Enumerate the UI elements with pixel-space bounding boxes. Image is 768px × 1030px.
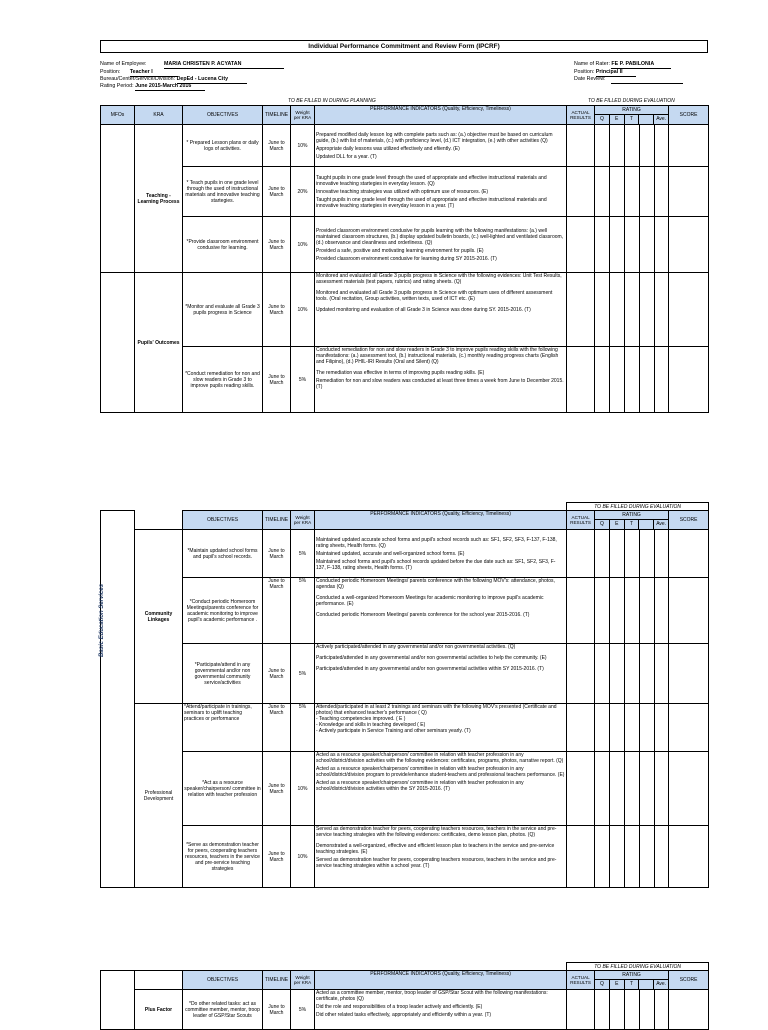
section-label: Basic Education Services [99, 583, 105, 657]
table-row [101, 167, 709, 217]
objective-cell: *Attend/participate in trainings, seminars to uplift teaching practices or performance [183, 704, 263, 752]
evaluation-band: TO BE FILLED DURING EVALUATION [588, 98, 675, 104]
timeliness-indicator: Remediation for non and slow readers was conducted at least three times a week from June to December 2015. (T) [316, 378, 564, 390]
efficiency-indicator: Participated/attended in any governmental and/or non governmental activities to help the community. (E) [316, 655, 547, 661]
objective-cell: *Act as a resource speaker/chairperson/ committee in relation with teacher profession [183, 752, 263, 826]
weight-cell: 10% [291, 752, 315, 826]
quality-indicator: Actively participated/attended in any governmental and/or non governmental activities. (Q) [316, 644, 516, 650]
weight-cell: 10% [291, 125, 315, 167]
weight-header: Weight per KRA [291, 511, 315, 530]
weight-header: Weight per KRA [291, 971, 315, 990]
table-row [101, 273, 709, 347]
timeline-header: TIMELINE [263, 971, 291, 990]
indicators-header: PERFORMANCE INDICATORS (Quality, Efficiency, Timeliness) [315, 511, 567, 530]
actual-header: ACTUAL RESULTS [567, 971, 595, 990]
employee-info [100, 53, 708, 105]
form-title: Individual Performance Commitment and Review Form (IPCRF) [100, 40, 708, 53]
rating-header [595, 106, 669, 125]
table-row [101, 704, 709, 752]
kra-cell: Plus Factor [135, 990, 183, 1030]
weight-cell: 5% [291, 530, 315, 578]
bureau-row [100, 76, 247, 83]
employee-label: Name of Employee: [100, 61, 147, 67]
objectives-header: OBJECTIVES [183, 511, 263, 530]
indicators-header: PERFORMANCE INDICATORS (Quality, Efficiency, Timeliness) [315, 106, 567, 125]
weight-cell: 10% [291, 826, 315, 888]
weight-cell: 20% [291, 167, 315, 217]
efficiency-indicator: Innovative teaching strategies was utilized with optimum use of resources. (E) [316, 188, 489, 195]
rating-label: RATING [595, 511, 668, 520]
kra-cell: Teaching -Learning Process [135, 125, 183, 273]
e-header: E [610, 115, 625, 124]
table-row [101, 826, 709, 888]
table-row [101, 752, 709, 826]
ipcrf-table-1 [100, 105, 709, 413]
table-row [101, 347, 709, 413]
indicator-cell [315, 273, 567, 347]
ave-header: Ave. [656, 981, 667, 987]
indicator-cell [315, 125, 567, 167]
actual-header: ACTUAL RESULTS [567, 511, 595, 530]
rater-name: FE P. PABILONIA [611, 61, 671, 69]
header-row [101, 971, 709, 990]
efficiency-indicator: Monitored and evaluated all Grade 3 pupils progress in Science with optimum uses of different assessment tools. (Oral recitation, Group activities, written texts, used of ICT etc. (E) [316, 290, 553, 302]
objective-cell: *Serve as demonstration teacher for peers, cooperating teachers resources, teachers in the service and pre-service teaching strategies [183, 826, 263, 888]
ave-header: Ave. [656, 116, 667, 122]
score-header: SCORE [669, 106, 709, 125]
rating-subheaders [595, 980, 668, 989]
table-row [101, 644, 709, 704]
indicator-cell [315, 167, 567, 217]
rater-position-label: Position: [574, 69, 595, 75]
evaluation-band: TO BE FILLED DURING EVALUATION [567, 963, 709, 971]
position-row [100, 69, 178, 76]
score-header: SCORE [669, 971, 709, 990]
indicator-cell [315, 644, 567, 704]
bureau-value: DepEd - Lucena City [177, 76, 247, 84]
indicator-cell [315, 530, 567, 578]
timeliness-indicator: Updated monitoring and evaluation of all Grade 3 in Science was done during SY. 2015-2016. (T) [316, 307, 531, 313]
quality-indicator: Acted as a committee member, mentor, troop leader of GSP/Star Scout with the following manifestations: certificate, photos (Q) [316, 990, 548, 1002]
planning-band: TO BE FILLED IN DURING PLANNING [288, 98, 376, 104]
indicator-cell [315, 217, 567, 273]
mfo-cell [101, 511, 135, 888]
timeline-cell: June to March [263, 752, 291, 826]
kra-cell: Pupils' Outcomes [135, 273, 183, 413]
rating-subheaders [595, 115, 668, 124]
weight-cell: 5% [291, 990, 315, 1030]
efficiency-indicator: - Knowledge and skills in teaching developed ( E) [316, 722, 426, 728]
q-header: Q [595, 980, 610, 989]
period-row [100, 83, 205, 90]
timeline-cell: June to March [263, 273, 291, 347]
weight-cell: 10% [291, 273, 315, 347]
timeliness-indicator: Provided classroom environment condusive for learning during SY 2015-2016. (T) [316, 255, 497, 262]
rater-position-row [574, 69, 636, 76]
efficiency-indicator: Did the role and responsibilities of a troop leader actively and efficiently. (E) [316, 1004, 483, 1010]
mfo-cell [101, 125, 135, 273]
timeliness-indicator: - Actively participate in Service Training and other seminars yearly. (T) [316, 728, 471, 734]
objective-cell: *Conduct periodic Homeroom Meetings/parents conference for academic monitoring to improve pupil's academic performance . [183, 578, 263, 644]
weight-header: Weight per KRA [291, 106, 315, 125]
header-row [101, 511, 709, 530]
timeline-cell: June to March [263, 704, 291, 752]
weight-cell: 5% [291, 578, 315, 644]
score-header: SCORE [669, 511, 709, 530]
rating-label: RATING [595, 971, 668, 980]
quality-indicator: Conducted remediation for non and slow readers in Grade 3 to improve pupils reading skills with the following manifestations: (a.) assessment tool, (b.) instructional materials, (c.) monthly reading progress charts (English and Filipino), (d.) PHIL-IRI Results (Oral and Silent) (Q) [316, 347, 559, 365]
objective-cell: * Prepared Lesson plans or daily logs of activities. [183, 125, 263, 167]
timeliness-indicator: Updated DLL for a year. (T) [316, 153, 377, 160]
mfo-cell [101, 273, 135, 413]
rater-position-value: Principal II [596, 69, 636, 77]
timeline-cell: June to March [263, 217, 291, 273]
timeline-cell: June to March [263, 990, 291, 1030]
timeline-cell: June to March [263, 167, 291, 217]
kra-cell: Community Linkages [135, 530, 183, 704]
indicator-cell [315, 826, 567, 888]
objective-cell: *Participate/attend in any governmental and/or non governmental community service/activities [183, 644, 263, 704]
quality-indicator: Conducted periodic Homeroom Meetings/ parents conference with the following MOV's: attendance, photos, agendas (Q) [316, 578, 555, 590]
indicator-cell [315, 578, 567, 644]
t-header: T [625, 115, 640, 124]
rating-label: RATING [595, 106, 668, 115]
timeline-cell: June to March [263, 644, 291, 704]
indicator-cell [315, 347, 567, 413]
table-row [101, 578, 709, 644]
efficiency-indicator: - Teaching competencies improved. ( E ) [316, 716, 406, 722]
bureau-label: Bureau/Center/Service/Division: [100, 76, 176, 82]
timeliness-indicator: Taught pupils in one grade level through the used of appropriate and effective instructional materials and innovative teaching startegies in everyday lesson in a year. (T) [316, 196, 547, 209]
ipcrf-page-2 [100, 502, 708, 888]
ipcrf-table-3 [100, 962, 709, 1030]
timeliness-indicator: Served as demonstration teacher for peers, cooperating teachers resources, teachers in the service and pre-service teaching strategies within a school year. (T) [316, 857, 557, 869]
date-review-value [611, 76, 683, 84]
table-row [101, 125, 709, 167]
employee-row [100, 61, 284, 68]
timeline-cell: June to March [263, 125, 291, 167]
ipcrf-page-1 [100, 40, 708, 413]
timeline-header: TIMELINE [263, 106, 291, 125]
objective-cell: * Teach pupils in one grade level through the used of instructional materials and innovative teaching startegies. [183, 167, 263, 217]
timeline-header: TIMELINE [263, 511, 291, 530]
efficiency-indicator: Appropriate daily lessons was utilized effectively and efiiently. (E) [316, 145, 460, 152]
mfo-cell [101, 971, 135, 1030]
weight-cell: 5% [291, 704, 315, 752]
objective-cell: *Do other related tasks: act as committee member, mentor, troop leader of GSP/Star Scouts [183, 990, 263, 1030]
period-value: June 2015-March 2016 [135, 83, 205, 91]
efficiency-indicator: Demonstrated a well-organized, effective and efficient lesson plan to teachers in the service and pre-service teaching strategies. (E) [316, 843, 555, 855]
ave-header: Ave. [656, 521, 667, 527]
quality-indicator: Provided classroom environment condusive for pupils learning with the following manifestations: (a.) well maintained classroom structures, (b.) display updated bulletin boards, (c.) well-lighted and ventilated classroom, (d.) observance and cleanliness and orderliness. (Q) [316, 227, 564, 246]
date-review-row [574, 76, 683, 83]
objective-cell: *Conduct remediation for non and slow readers in Grade 3 to improve pupils reading skills. [183, 347, 263, 413]
timeliness-indicator: Did other related tasks effectively, appropriately and efficiently within a year. (T) [316, 1012, 492, 1018]
evaluation-band: TO BE FILLED DURING EVALUATION [567, 503, 709, 511]
kra-header: KRA [135, 106, 183, 125]
efficiency-indicator: Maintained updated, accurate and well-organized school forms. (E) [316, 550, 465, 557]
q-header: Q [595, 520, 610, 529]
kra-cell: Professional Development [135, 704, 183, 888]
rating-header [595, 971, 669, 990]
t-header: T [625, 980, 640, 989]
efficiency-indicator: Acted as a resource speaker/chairperson/ committee in relation with teacher profession in any school/district/division program to provide/enhance student-teachers and professional teachers performance. (E) [316, 766, 565, 778]
position-value: Teacher I [130, 69, 178, 77]
ipcrf-table-2 [100, 502, 709, 888]
rater-row [574, 61, 671, 68]
weight-cell: 5% [291, 347, 315, 413]
table-row [101, 217, 709, 273]
quality-indicator: Maintained updated accurate school forms and pupil's school records such as: SF1, SF2, SF3, F-137, F-138, rating sheets, Health forms. (Q) [316, 536, 557, 549]
timeline-cell: June to March [263, 347, 291, 413]
rating-header [595, 511, 669, 530]
ipcrf-page-3 [100, 962, 708, 1030]
rating-subheaders [595, 520, 668, 529]
timeline-cell: June to March [263, 530, 291, 578]
objective-cell: *Maintain updated school forms and pupil's school records. [183, 530, 263, 578]
efficiency-indicator: Conducted a well-organized Homeroom Meetings for academic monitoring to improve pupil's academic performance. (E) [316, 595, 544, 607]
quality-indicator: Acted as a resource speaker/chairperson/ committee in relation with teacher profession in any school/district/division activities with the following evidences: certificates, programs, photos, narrative report. (Q) [316, 752, 564, 764]
weight-cell: 5% [291, 644, 315, 704]
quality-indicator: Taught pupils in one grade level through the used of appropriate and effective instructional materials and innovative teaching startegies in everyday lesson. (Q) [316, 174, 547, 187]
q-header: Q [595, 115, 610, 124]
timeliness-indicator: Acted as a resource speaker/chairperson/ committee in relation with teacher profession in any school/district/division activities within the SY 2015-2016. (T) [316, 780, 524, 792]
objective-cell: *Provide classroom environment condusive for learning. [183, 217, 263, 273]
mfos-header: MFOs [101, 106, 135, 125]
timeliness-indicator: Maintained school forms and pupil's school records updated before the due date such as: SF1, SF2, SF3, F-137, F-138, rating sheets, Health forms. (T) [316, 558, 556, 571]
e-header: E [610, 520, 625, 529]
evaluation-band-row [101, 503, 709, 511]
quality-indicator: Served as demonstration teacher for peers, cooperating teachers resources, teachers in the service and pre-service teaching strategies with the following evidences: certificates, demo lesson plan, photos. (Q) [316, 826, 557, 838]
weight-cell: 10% [291, 217, 315, 273]
table-row [101, 530, 709, 578]
timeline-cell: June to March [263, 578, 291, 644]
e-header: E [610, 980, 625, 989]
timeliness-indicator: Participated/attended in any governmental and/or non governmental activities within SY 2015-2016. (T) [316, 666, 544, 672]
quality-indicator: Monitored and evaluated all Grade 3 pupils progress in Science with the following evidences: Unit Test Results, assessment materials (test papers, rubrics) and rating sheets. (Q) [316, 273, 562, 285]
efficiency-indicator: The remediation was effective in terms of improving pupils reading skills. (E) [316, 370, 485, 376]
objective-cell: *Monitor and evaluate all Grade 3 pupils progress in Science [183, 273, 263, 347]
indicator-cell [315, 704, 567, 752]
objectives-header: OBJECTIVES [183, 971, 263, 990]
header-row [101, 106, 709, 125]
actual-header: ACTUAL RESULTS [567, 106, 595, 125]
evaluation-band-row [101, 963, 709, 971]
timeline-cell: June to March [263, 826, 291, 888]
quality-indicator: Attended/participated in at least 2 trainings and seminars with the following MOV's presented (Certificate and photos) that enhanced teacher's performance ( Q) [316, 704, 557, 716]
date-review-label: Date Review: [574, 76, 606, 82]
employee-name: MARIA CHRISTEN P. ACYATAN [164, 61, 284, 69]
indicator-cell [315, 752, 567, 826]
period-label: Rating Period: [100, 83, 134, 89]
rater-label: Name of Rater: [574, 61, 610, 67]
position-label: Position: [100, 69, 121, 75]
indicators-header: PERFORMANCE INDICATORS (Quality, Efficiency, Timeliness) [315, 971, 567, 990]
quality-indicator: Prepared modified daily lesson log with complete parts such as: (a.) objective must be based on curriculum guide, (b.) with list of materials, (c.) with proficiency level, (d.) ICT integration, (e.) with other activities (Q) [316, 131, 553, 144]
objectives-header: OBJECTIVES [183, 106, 263, 125]
timeliness-indicator: Conducted periodic Homeroom Meetings/ parents conference for the school year 2015-2016. (T) [316, 612, 530, 618]
t-header: T [625, 520, 640, 529]
efficiency-indicator: Provided a safe, positive and motivating learning environment for pupils. (E) [316, 247, 484, 254]
